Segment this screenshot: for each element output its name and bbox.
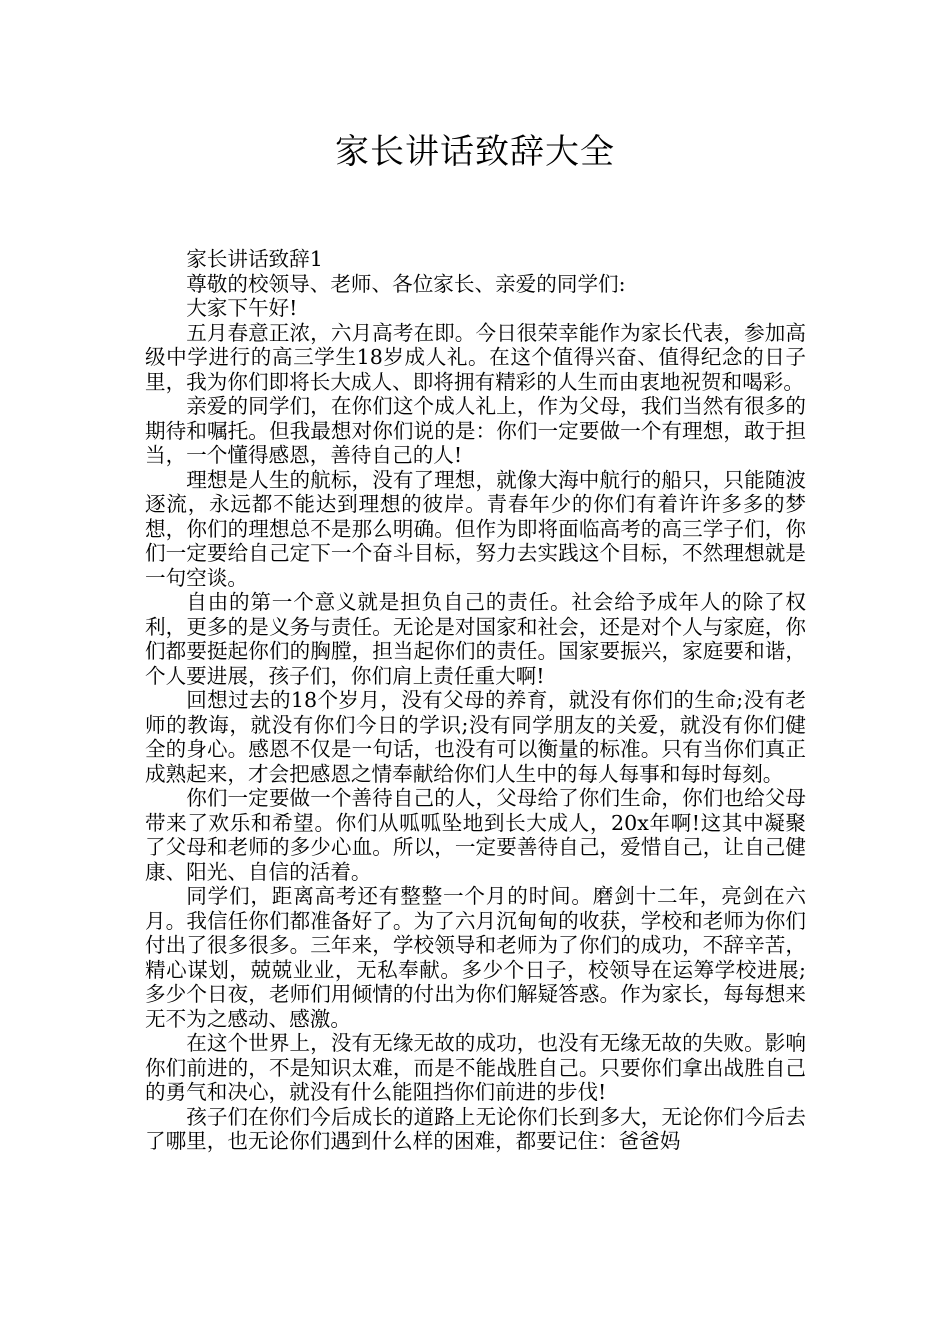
paragraph: 亲爱的同学们，在你们这个成人礼上，作为父母，我们当然有很多的期待和嘱托。但我最想对你们说的是：你们一定要做一个有理想，敢于担当，一个懂得感恩，善待自己的人!: [145, 394, 806, 467]
paragraph: 自由的第一个意义就是担负自己的责任。社会给予成年人的除了权利，更多的是义务与责任。无论是对国家和社会，还是对个人与家庭，你们都要挺起你们的胸膛，担当起你们的责任。国家要振兴，家庭要和谐，个人要进展，孩子们，你们肩上责任重大啊!: [145, 590, 806, 688]
paragraph-salutation: 尊敬的校领导、老师、各位家长、亲爱的同学们:: [186, 271, 626, 296]
paragraph: 在这个世界上，没有无缘无故的成功，也没有无缘无故的失败。影响你们前进的，不是知识太难，而是不能战胜自己。只要你们拿出战胜自己的勇气和决心，就没有什么能阻挡你们前进的步伐!: [145, 1031, 806, 1104]
paragraph-greeting: 大家下午好!: [186, 296, 298, 320]
paragraph: 孩子们在你们今后成长的道路上无论你们长到多大，无论你们今后去了哪里，也无论你们遇到什么样的困难，都要记住：爸爸妈: [145, 1104, 806, 1153]
paragraph: 同学们，距离高考还有整整一个月的时间。磨剑十二年，亮剑在六月。我信任你们都准备好了。为了六月沉甸甸的收获，学校和老师为你们付出了很多很多。三年来，学校领导和老师为了你们的成功，不辞辛苦，精心谋划，兢兢业业，无私奉献。多少个日子，校领导在运筹学校进展;多少个日夜，老师们用倾情的付出为你们解疑答惑。作为家长，每每想来无不为之感动、感激。: [145, 884, 806, 1031]
paragraph: 理想是人生的航标，没有了理想，就像大海中航行的船只，只能随波逐流，永远都不能达到理想的彼岸。青春年少的你们有着许许多多的梦想，你们的理想总不是那么明确。但作为即将面临高考的高三学子们，你们一定要给自己定下一个奋斗目标，努力去实践这个目标，不然理想就是一句空谈。: [145, 467, 806, 590]
document-title: 家长讲话致辞大全: [335, 132, 615, 172]
document-body: [145, 247, 806, 1154]
paragraph: 回想过去的18个岁月，没有父母的养育，就没有你们的生命;没有老师的教诲，就没有你们今日的学识;没有同学朋友的关爱，就没有你们健全的身心。感恩不仅是一句话，也没有可以衡量的标准。只有当你们真正成熟起来，才会把感恩之情奉献给你们人生中的每人每事和每时每刻。: [145, 688, 806, 786]
paragraph: 你们一定要做一个善待自己的人，父母给了你们生命，你们也给父母带来了欢乐和希望。你们从呱呱坠地到长大成人，20x年啊!这其中凝聚了父母和老师的多少心血。所以，一定要善待自己，爱惜自己，让自己健康、阳光、自信的活着。: [145, 786, 806, 884]
paragraph-heading: 家长讲话致辞1: [186, 247, 323, 271]
paragraph: 五月春意正浓，六月高考在即。今日很荣幸能作为家长代表，参加高级中学进行的高三学生18岁成人礼。在这个值得兴奋、值得纪念的日子里，我为你们即将长大成人、即将拥有精彩的人生而由衷地祝贺和喝彩。: [145, 320, 806, 394]
